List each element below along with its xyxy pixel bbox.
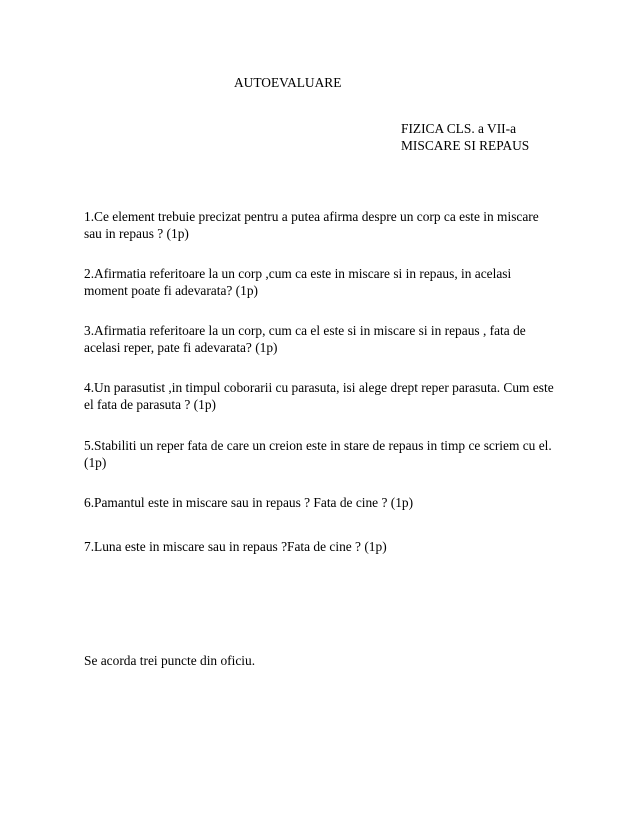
document-title: AUTOEVALUARE xyxy=(234,75,342,90)
question-7: 7.Luna este in miscare sau in repaus ?Fata de cine ? (1p) xyxy=(84,539,387,554)
question-3: 3.Afirmatia referitoare la un corp, cum ca el este si in miscare si in repaus , fata de acelasi reper, pate fi adevarata? (1p) xyxy=(84,323,526,355)
question-6: 6.Pamantul este in miscare sau in repaus ? Fata de cine ? (1p) xyxy=(84,495,414,510)
question-4: 4.Un parasutist ,in timpul coborarii cu parasuta, isi alege drept reper parasuta. Cum este el fata de parasuta ? (1p) xyxy=(84,380,554,412)
question-2: 2.Afirmatia referitoare la un corp ,cum ca este in miscare si in repaus, in acelasi moment poate fi adevarata? (1p) xyxy=(84,266,512,298)
subject-header xyxy=(401,120,529,154)
subject-class-line: FIZICA CLS. a VII-a xyxy=(401,121,517,136)
footer-note: Se acorda trei puncte din oficiu. xyxy=(84,653,256,668)
subject-topic-line: MISCARE SI REPAUS xyxy=(401,138,530,153)
question-5: 5.Stabiliti un reper fata de care un creion este in stare de repaus in timp ce scriem cu el. (1p) xyxy=(84,438,552,470)
question-1: 1.Ce element trebuie precizat pentru a putea afirma despre un corp ca este in miscare sau in repaus ? (1p) xyxy=(84,209,539,241)
